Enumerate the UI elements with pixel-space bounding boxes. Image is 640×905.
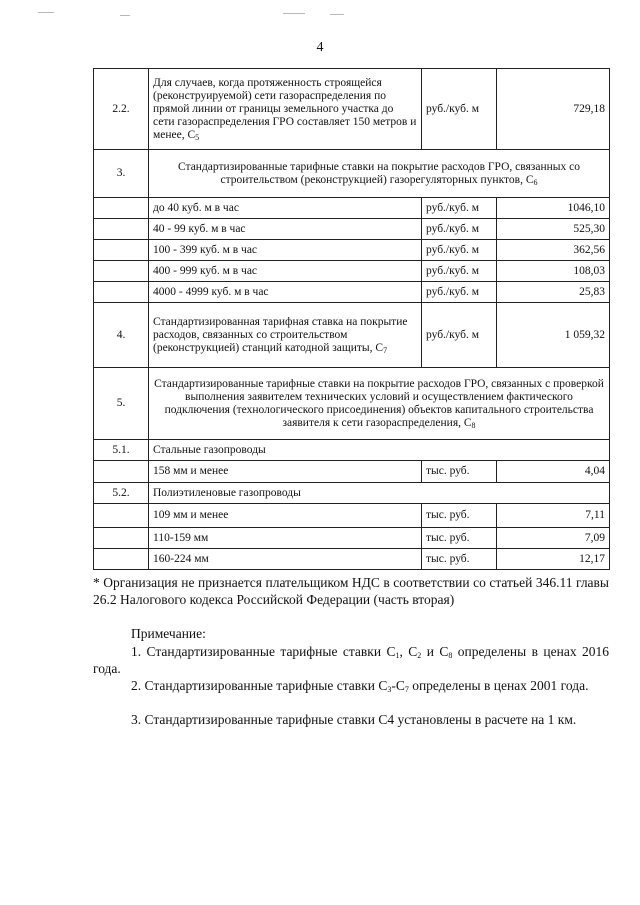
row-value: 12,17 — [497, 549, 610, 570]
row-unit: тыс. руб. — [422, 461, 497, 483]
subsection-label: Полиэтиленовые газопроводы — [149, 483, 610, 504]
note-item: 3. Стандартизированные тарифные ставки C4 установлены в расчете на 1 км. — [131, 712, 577, 727]
subsection-label: Стальные газопроводы — [149, 440, 610, 461]
rate-subscript: 8 — [471, 420, 476, 430]
row-number: 5.1. — [94, 440, 149, 461]
row-value: 7,11 — [497, 504, 610, 528]
row-value: 4,04 — [497, 461, 610, 483]
table-row — [94, 549, 610, 570]
row-description — [149, 303, 422, 368]
row-unit: руб./куб. м — [422, 303, 497, 368]
row-value: 7,09 — [497, 528, 610, 549]
table-row — [94, 282, 610, 303]
note-item: 2. Стандартизированные тарифные ставки $C_3-C_7$ определены в ценах 2001 года. — [131, 678, 589, 694]
row-unit: тыс. руб. — [422, 504, 497, 528]
row-value: 525,30 — [497, 219, 610, 240]
table-row — [94, 303, 610, 368]
row-value: 362,56 — [497, 240, 610, 261]
item-label: 109 мм и менее — [149, 504, 422, 528]
scan-artifact — [38, 12, 54, 13]
item-label: 158 мм и менее — [149, 461, 422, 483]
table-row — [94, 461, 610, 483]
table-row — [94, 219, 610, 240]
row-unit: тыс. руб. — [422, 528, 497, 549]
row-description-text: Стандартизированная тарифная ставка на покрытие расходов, связанных со строительством (реконструкцией) станций катодной защиты, C — [153, 315, 408, 354]
section-title-text: Стандартизированные тарифные ставки на покрытие расходов ГРО, связанных с проверкой выполнения заявителем технических условий и осуществлением фактического подключения (технологического присоединения) объектов капитального строительства заявителя к сети газораспределения, C — [154, 377, 604, 429]
row-value: 25,83 — [497, 282, 610, 303]
table-row — [94, 528, 610, 549]
row-number: 2.2. — [94, 69, 149, 150]
item-label: 110-159 мм — [149, 528, 422, 549]
row-value: 1046,10 — [497, 198, 610, 219]
row-unit: руб./куб. м — [422, 240, 497, 261]
row-unit: руб./куб. м — [422, 219, 497, 240]
row-value: 108,03 — [497, 261, 610, 282]
note-title: Примечание: — [131, 626, 206, 641]
row-value: 1 059,32 — [497, 303, 610, 368]
item-label: 400 - 999 куб. м в час — [149, 261, 422, 282]
item-label: 40 - 99 куб. м в час — [149, 219, 422, 240]
table-row — [94, 150, 610, 198]
vat-footnote: * Организация не признается плательщиком НДС в соответствии со статьей 346.11 главы 26.2 Налогового кодекса Российской Федерации (часть вторая) — [93, 575, 609, 607]
table-row — [94, 440, 610, 461]
row-number: 4. — [94, 303, 149, 368]
note-item: 1. Стандартизированные тарифные ставки $C_1$, $C_2$ и $C_8$ определены в ценах 2016 года. — [93, 644, 609, 676]
table-row — [94, 240, 610, 261]
scan-artifact — [283, 13, 305, 14]
page-number: 4 — [316, 40, 324, 55]
table-row — [94, 504, 610, 528]
row-unit: руб./куб. м — [422, 69, 497, 150]
row-number: 3. — [94, 150, 149, 198]
rate-subscript: 7 — [383, 345, 388, 355]
row-unit: руб./куб. м — [422, 261, 497, 282]
item-label: до 40 куб. м в час — [149, 198, 422, 219]
row-number: 5.2. — [94, 483, 149, 504]
rate-subscript: 5 — [195, 132, 200, 142]
table-row — [94, 261, 610, 282]
section-title-text: Стандартизированные тарифные ставки на покрытие расходов ГРО, связанных со строительством (реконструкцией) газорегуляторных пунктов, C — [178, 160, 580, 186]
table-row — [94, 69, 610, 150]
row-unit: тыс. руб. — [422, 549, 497, 570]
section-title — [149, 368, 610, 440]
item-label: 100 - 399 куб. м в час — [149, 240, 422, 261]
row-number: 5. — [94, 368, 149, 440]
table-row — [94, 198, 610, 219]
item-label: 4000 - 4999 куб. м в час — [149, 282, 422, 303]
rate-subscript: 6 — [533, 177, 538, 187]
scan-artifact — [120, 15, 130, 16]
table-row — [94, 483, 610, 504]
row-unit: руб./куб. м — [422, 282, 497, 303]
row-description — [149, 69, 422, 150]
table-row — [94, 368, 610, 440]
row-description-text: Для случаев, когда протяженность строящейся (реконструируемой) сети газораспределения по прямой линии от границы земельного участка до сети газораспределения ГРО составляет 150 метров и менее, C — [153, 76, 417, 141]
scan-artifact — [330, 14, 344, 15]
item-label: 160-224 мм — [149, 549, 422, 570]
row-value: 729,18 — [497, 69, 610, 150]
tariff-table — [93, 68, 610, 570]
row-unit: руб./куб. м — [422, 198, 497, 219]
section-title — [149, 150, 610, 198]
